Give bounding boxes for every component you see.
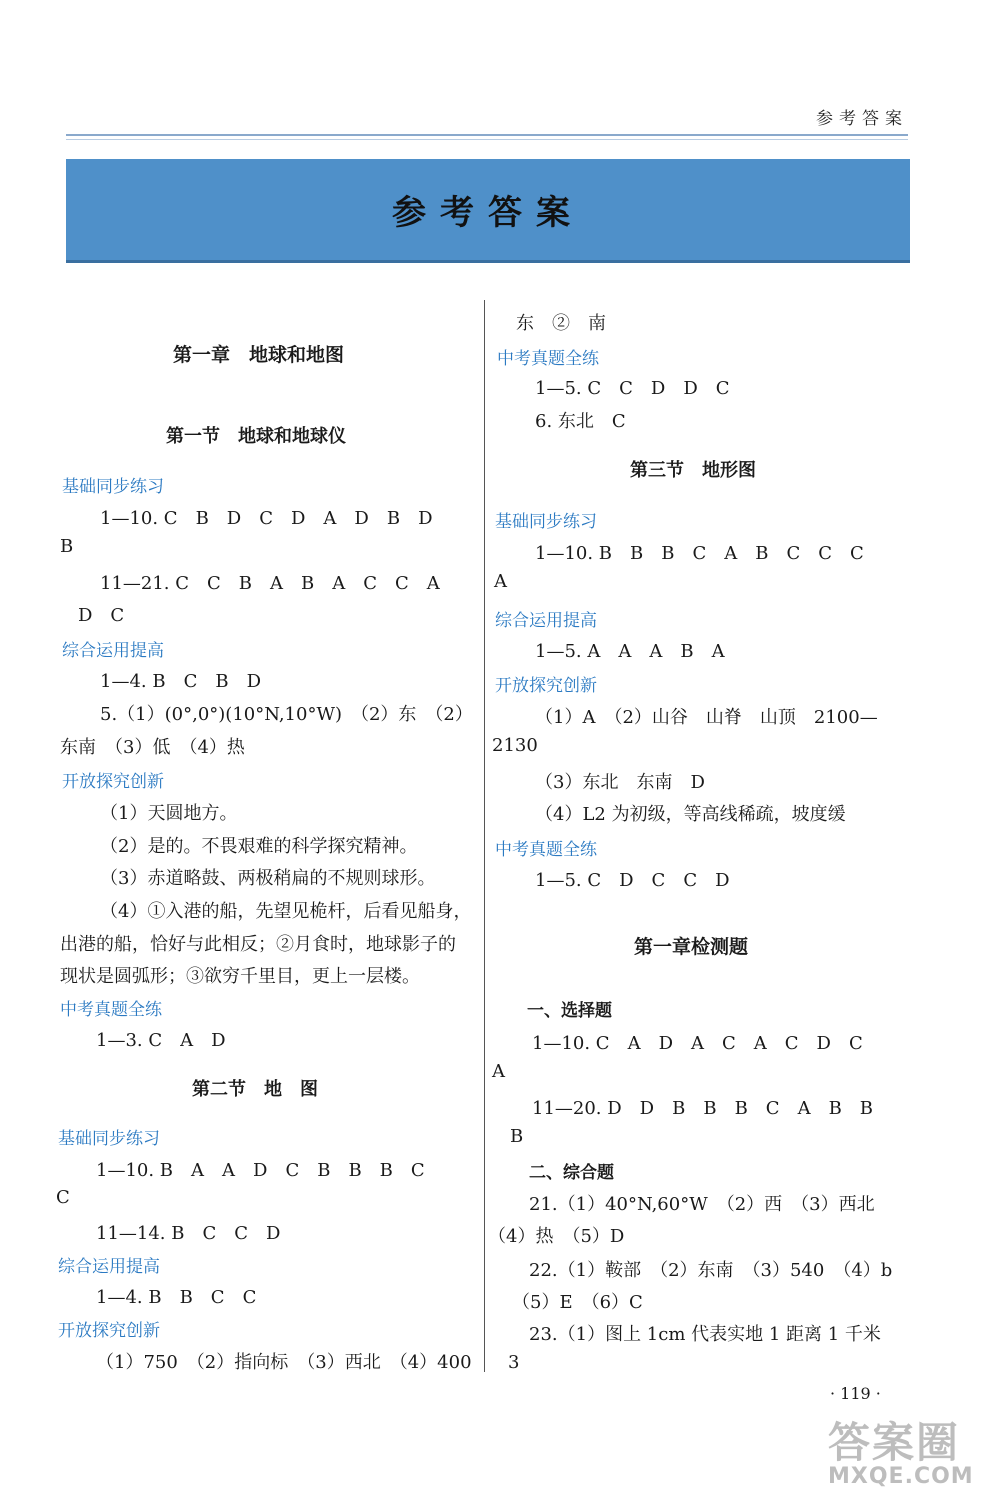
answer-line: （1）A （2）山谷 山脊 山顶 2100— xyxy=(535,707,878,728)
watermark-logo xyxy=(828,1410,998,1496)
answer-line: 11—20. D D B B B C A B B xyxy=(532,1098,874,1119)
answer-line: （3）东北 东南 D xyxy=(535,772,705,793)
answer-line: 2130 xyxy=(492,735,538,756)
answer-line: A xyxy=(492,1061,505,1082)
answer-line: 东南 （3）低 （4）热 xyxy=(60,737,245,758)
section-title: 第三节 地形图 xyxy=(630,460,756,481)
answer-line: （4）L2 为初级，等高线稀疏，坡度缓 xyxy=(535,804,846,825)
answer-line: D C xyxy=(78,605,125,626)
answer-line: （3）赤道略鼓、两极稍扁的不规则球形。 xyxy=(100,868,436,889)
section-title: 第一节 地球和地球仪 xyxy=(166,426,346,447)
chapter-title: 第一章 地球和地图 xyxy=(173,344,345,366)
answer-line: 11—21. C C B A B A C C A xyxy=(100,573,440,594)
answer-line: 23.（1）图上 1cm 代表实地 1 距离 1 千米 xyxy=(529,1324,881,1345)
answer-line: 现状是圆弧形；③欲穷千里目，更上一层楼。 xyxy=(60,966,420,987)
answer-line: （4）热 （5）D xyxy=(488,1226,625,1247)
answer-line: 1—3. C A D xyxy=(96,1030,226,1051)
page-title: 参考答案 xyxy=(392,193,584,233)
test-title: 第一章检测题 xyxy=(634,936,749,958)
running-head: 参考答案 xyxy=(816,109,908,129)
answer-line: 11—14. B C C D xyxy=(96,1223,281,1244)
answer-line: （1）天圆地方。 xyxy=(100,803,238,824)
answer-line: 1—10. C A D A C A C D C xyxy=(532,1033,863,1054)
answer-line: 1—10. B B B C A B C C C xyxy=(535,543,864,564)
heading-comprehensive: 综合运用提高 xyxy=(495,611,597,631)
answer-line: 东 ② 南 xyxy=(516,313,606,334)
heading-exam: 中考真题全练 xyxy=(60,1000,162,1020)
heading-open: 开放探究创新 xyxy=(62,772,164,792)
heading-comprehensive: 综合运用提高 xyxy=(62,641,164,661)
answer-line: B xyxy=(510,1126,524,1147)
answer-line: 21.（1）40°N,60°W （2）西 （3）西北 xyxy=(529,1194,875,1215)
answer-line: 1—10. B A A D C B B B C xyxy=(96,1160,425,1181)
answer-line: （4）①入港的船，先望见桅杆，后看见船身， xyxy=(100,901,472,922)
heading-comprehensive: 综合运用提高 xyxy=(58,1257,160,1277)
section-title: 第二节 地 图 xyxy=(192,1079,318,1100)
heading-exam: 中考真题全练 xyxy=(495,840,597,860)
heading-exam: 中考真题全练 xyxy=(497,349,599,369)
watermark-main: 答案圈 xyxy=(828,1418,961,1467)
answer-line: 出港的船，恰好与此相反；②月食时，地球影子的 xyxy=(60,934,456,955)
question-heading: 二、综合题 xyxy=(529,1163,614,1183)
answer-line: B xyxy=(60,536,74,557)
answer-line: 1—5. A A A B A xyxy=(535,641,725,662)
heading-basic: 基础同步练习 xyxy=(58,1129,160,1149)
watermark-url: MXQE.COM xyxy=(828,1464,974,1489)
answer-line: （2）是的。不畏艰难的科学探究精神。 xyxy=(100,836,418,857)
heading-basic: 基础同步练习 xyxy=(62,477,164,497)
answer-line: 1—4. B B C C xyxy=(96,1287,257,1308)
answer-line: 1—5. C D C C D xyxy=(535,870,730,891)
heading-open: 开放探究创新 xyxy=(58,1321,160,1341)
answer-line: 1—10. C B D C D A D B D xyxy=(100,508,433,529)
answer-line: 6. 东北 C xyxy=(535,411,626,432)
page-number: · 119 · xyxy=(830,1384,881,1403)
answer-line: 3 xyxy=(508,1352,520,1373)
answer-line: 22.（1）鞍部 （2）东南 （3）540 （4）b xyxy=(529,1260,893,1281)
answer-line: 1—4. B C B D xyxy=(100,671,262,692)
heading-basic: 基础同步练习 xyxy=(495,512,597,532)
question-heading: 一、选择题 xyxy=(527,1001,612,1021)
answer-line: （5）E （6）C xyxy=(512,1292,643,1313)
answer-line: 5.（1）(0°,0°)(10°N,10°W) （2）东 （2） xyxy=(100,704,473,725)
answer-line: 1—5. C C D D C xyxy=(535,378,730,399)
answer-line: A xyxy=(494,571,507,592)
heading-open: 开放探究创新 xyxy=(495,676,597,696)
answer-line: C xyxy=(56,1187,70,1208)
answer-line: （1）750 （2）指向标 （3）西北 （4）400 xyxy=(96,1352,472,1373)
